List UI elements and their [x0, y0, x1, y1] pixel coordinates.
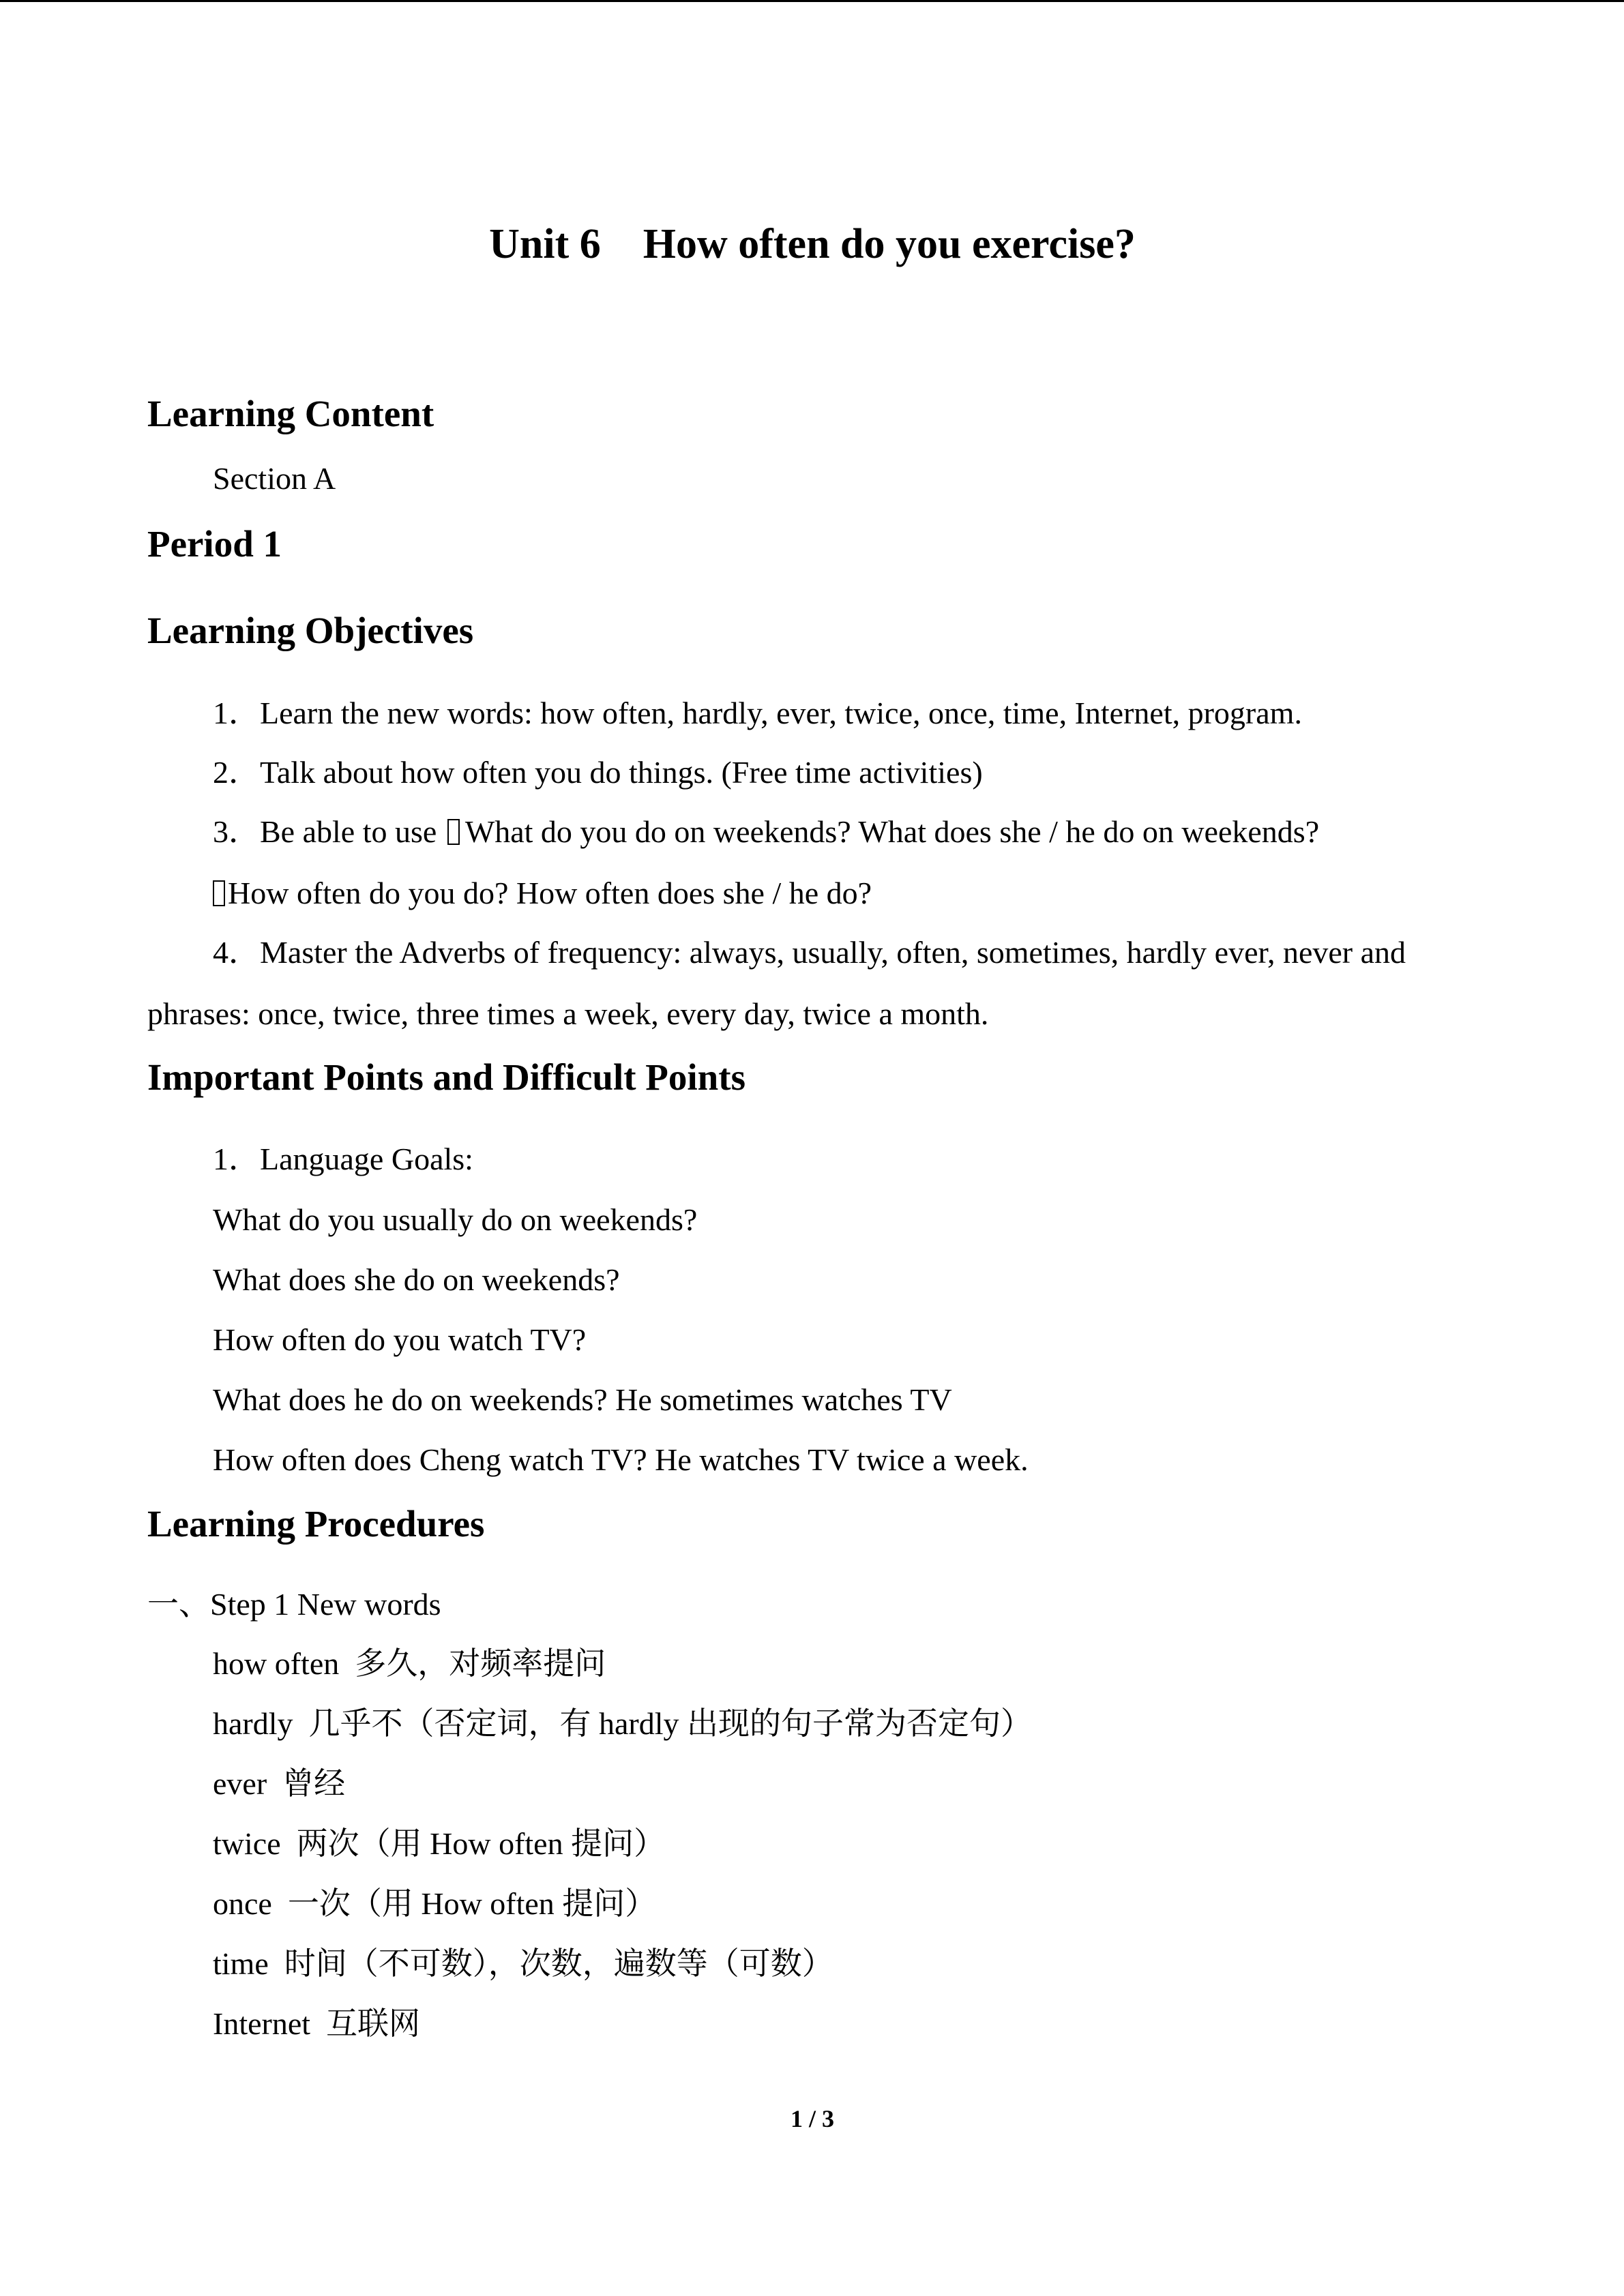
objective-number: 2． — [213, 755, 260, 790]
objective-item-2 — [213, 752, 983, 793]
objective-text: Master the Adverbs of frequency: always, usually, often, sometimes, hardly ever, never and — [260, 935, 1406, 970]
word-entry — [213, 1703, 1032, 1744]
word-chinese: 曾经 — [282, 1766, 346, 1801]
document-page — [147, 0, 1477, 2296]
objective-text-continued: What do you do on weekends? What does she / he do on weekends? — [464, 814, 1320, 849]
goal-sentence-2: What does she do on weekends? — [213, 1262, 620, 1297]
word-chinese: 互联网 — [326, 2006, 421, 2041]
learning-content-heading: Learning Content — [147, 393, 434, 434]
points-heading: Important Points and Difficult Points — [147, 1056, 745, 1098]
objective-number: 3． — [213, 814, 260, 849]
goal-label: Language Goals: — [260, 1142, 473, 1176]
objective-item-3-line-2 — [213, 873, 872, 914]
page-title: Unit 6 How often do you exercise? — [489, 221, 1136, 267]
word-english: ever — [213, 1766, 267, 1801]
word-english: Internet — [213, 2006, 311, 2041]
procedures-heading: Learning Procedures — [147, 1503, 485, 1545]
objective-text: Talk about how often you do things. (Free time activities) — [260, 755, 983, 790]
section-label: Section A — [213, 461, 336, 496]
period-heading: Period 1 — [147, 523, 282, 565]
objective-item-1 — [213, 693, 1302, 734]
word-chinese: 多久，对频率提问 — [355, 1646, 606, 1681]
word-chinese: 两次（用 How often 提问） — [296, 1826, 666, 1861]
word-chinese: 时间（不可数），次数，遍数等（可数） — [284, 1946, 833, 1981]
missing-glyph-icon — [213, 880, 225, 906]
word-english: twice — [213, 1826, 281, 1861]
step-label: Step 1 New words — [210, 1587, 441, 1622]
missing-glyph-icon — [447, 819, 460, 845]
word-entry — [213, 1943, 833, 1984]
objective-text: Learn the new words: how often, hardly, ever, twice, once, time, Internet, program. — [260, 696, 1302, 730]
word-entry — [213, 2003, 420, 2044]
goal-sentence-3: How often do you watch TV? — [213, 1322, 587, 1357]
word-english: once — [213, 1886, 272, 1921]
page-number: 1 / 3 — [790, 2105, 834, 2132]
word-chinese: 几乎不（否定词，有 hardly 出现的句子常为否定句） — [308, 1706, 1033, 1741]
objective-text: Be able to use — [260, 814, 445, 849]
word-entry — [213, 1883, 656, 1924]
objective-item-3 — [213, 811, 1319, 852]
word-english: time — [213, 1946, 269, 1981]
word-chinese: 一次（用 How often 提问） — [287, 1886, 657, 1921]
objective-number: 4． — [213, 935, 260, 970]
language-goals-label — [213, 1139, 473, 1180]
goal-sentence-1: What do you usually do on weekends? — [213, 1202, 698, 1237]
word-entry — [213, 1823, 665, 1864]
goal-sentence-5: How often does Cheng watch TV? He watches TV twice a week. — [213, 1442, 1029, 1477]
step-1-label — [147, 1584, 441, 1625]
objective-item-4 — [213, 932, 1406, 973]
word-entry — [213, 1763, 345, 1804]
objective-item-4-line-2 — [147, 994, 988, 1034]
objective-text: phrases: once, twice, three times a week, every day, twice a month. — [147, 996, 989, 1031]
goal-number: 1． — [213, 1142, 260, 1176]
goal-sentence-4: What does he do on weekends? He sometimes watches TV — [213, 1382, 952, 1417]
objectives-heading: Learning Objectives — [147, 610, 474, 651]
word-english: how often — [213, 1646, 340, 1681]
objective-text: How often do you do? How often does she / he do? — [228, 876, 872, 910]
step-prefix: 一、 — [147, 1587, 210, 1622]
word-english: hardly — [213, 1706, 293, 1741]
word-entry — [213, 1643, 606, 1684]
objective-number: 1． — [213, 696, 260, 730]
